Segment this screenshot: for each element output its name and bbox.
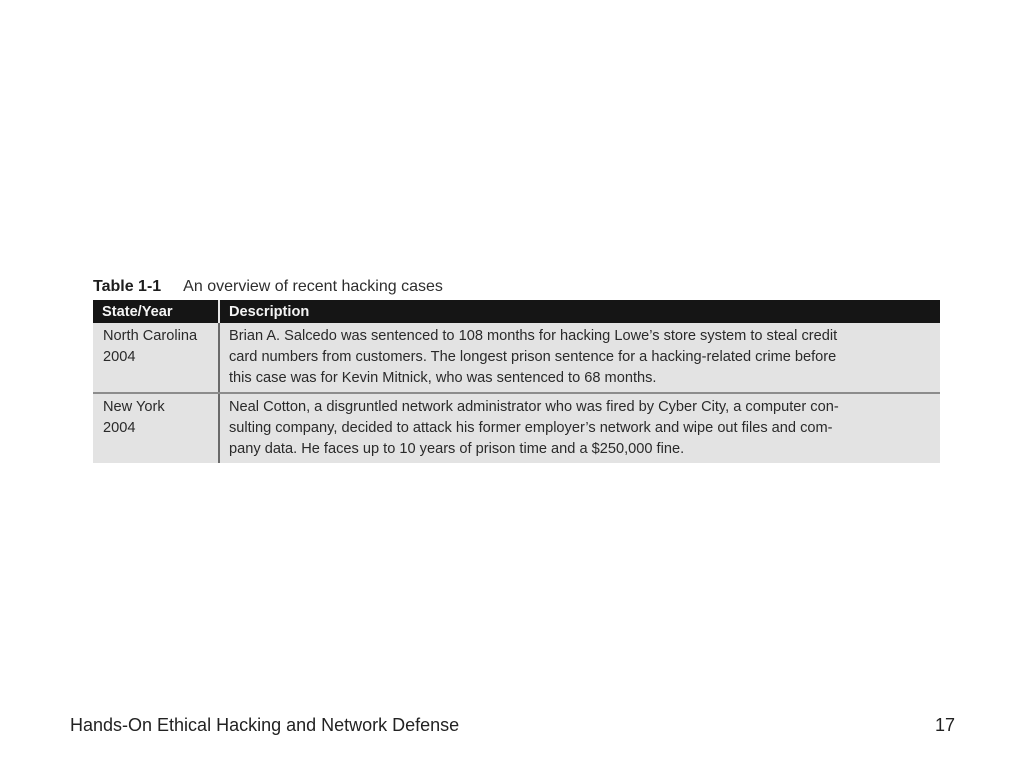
description-line: card numbers from customers. The longest prison sentence for a hacking-related crime before: [229, 349, 837, 365]
table-header-row: [93, 300, 940, 323]
footer-title: Hands-On Ethical Hacking and Network Defense: [70, 715, 460, 735]
state-year-cell: [93, 323, 219, 393]
table-label: Table 1-1: [93, 278, 162, 295]
description-line: Neal Cotton, a disgruntled network administrator who was fired by Cyber City, a computer con-: [229, 399, 839, 415]
header-state-year: State/Year: [93, 300, 219, 323]
hacking-cases-table: [93, 300, 940, 463]
description-line: pany data. He faces up to 10 years of prison time and a $250,000 fine.: [229, 441, 685, 457]
case-year: 2004: [103, 349, 136, 365]
state-name: North Carolina: [103, 328, 198, 344]
state-year-cell: [93, 393, 219, 463]
description-line: this case was for Kevin Mitnick, who was sentenced to 68 months.: [229, 370, 657, 386]
header-description: Description: [219, 300, 940, 323]
description-line: sulting company, decided to attack his former employer’s network and wipe out files and com-: [229, 420, 833, 436]
table-title: An overview of recent hacking cases: [183, 278, 443, 295]
table-row: [93, 393, 940, 463]
description-line: Brian A. Salcedo was sentenced to 108 months for hacking Lowe’s store system to steal credit: [229, 328, 838, 344]
table-row: [93, 323, 940, 393]
page-number: 17: [934, 715, 955, 735]
table-caption: [93, 276, 940, 300]
table-figure: [93, 276, 940, 456]
description-cell: [219, 323, 940, 393]
case-year: 2004: [103, 420, 136, 436]
state-name: New York: [103, 399, 165, 415]
description-cell: [219, 393, 940, 463]
